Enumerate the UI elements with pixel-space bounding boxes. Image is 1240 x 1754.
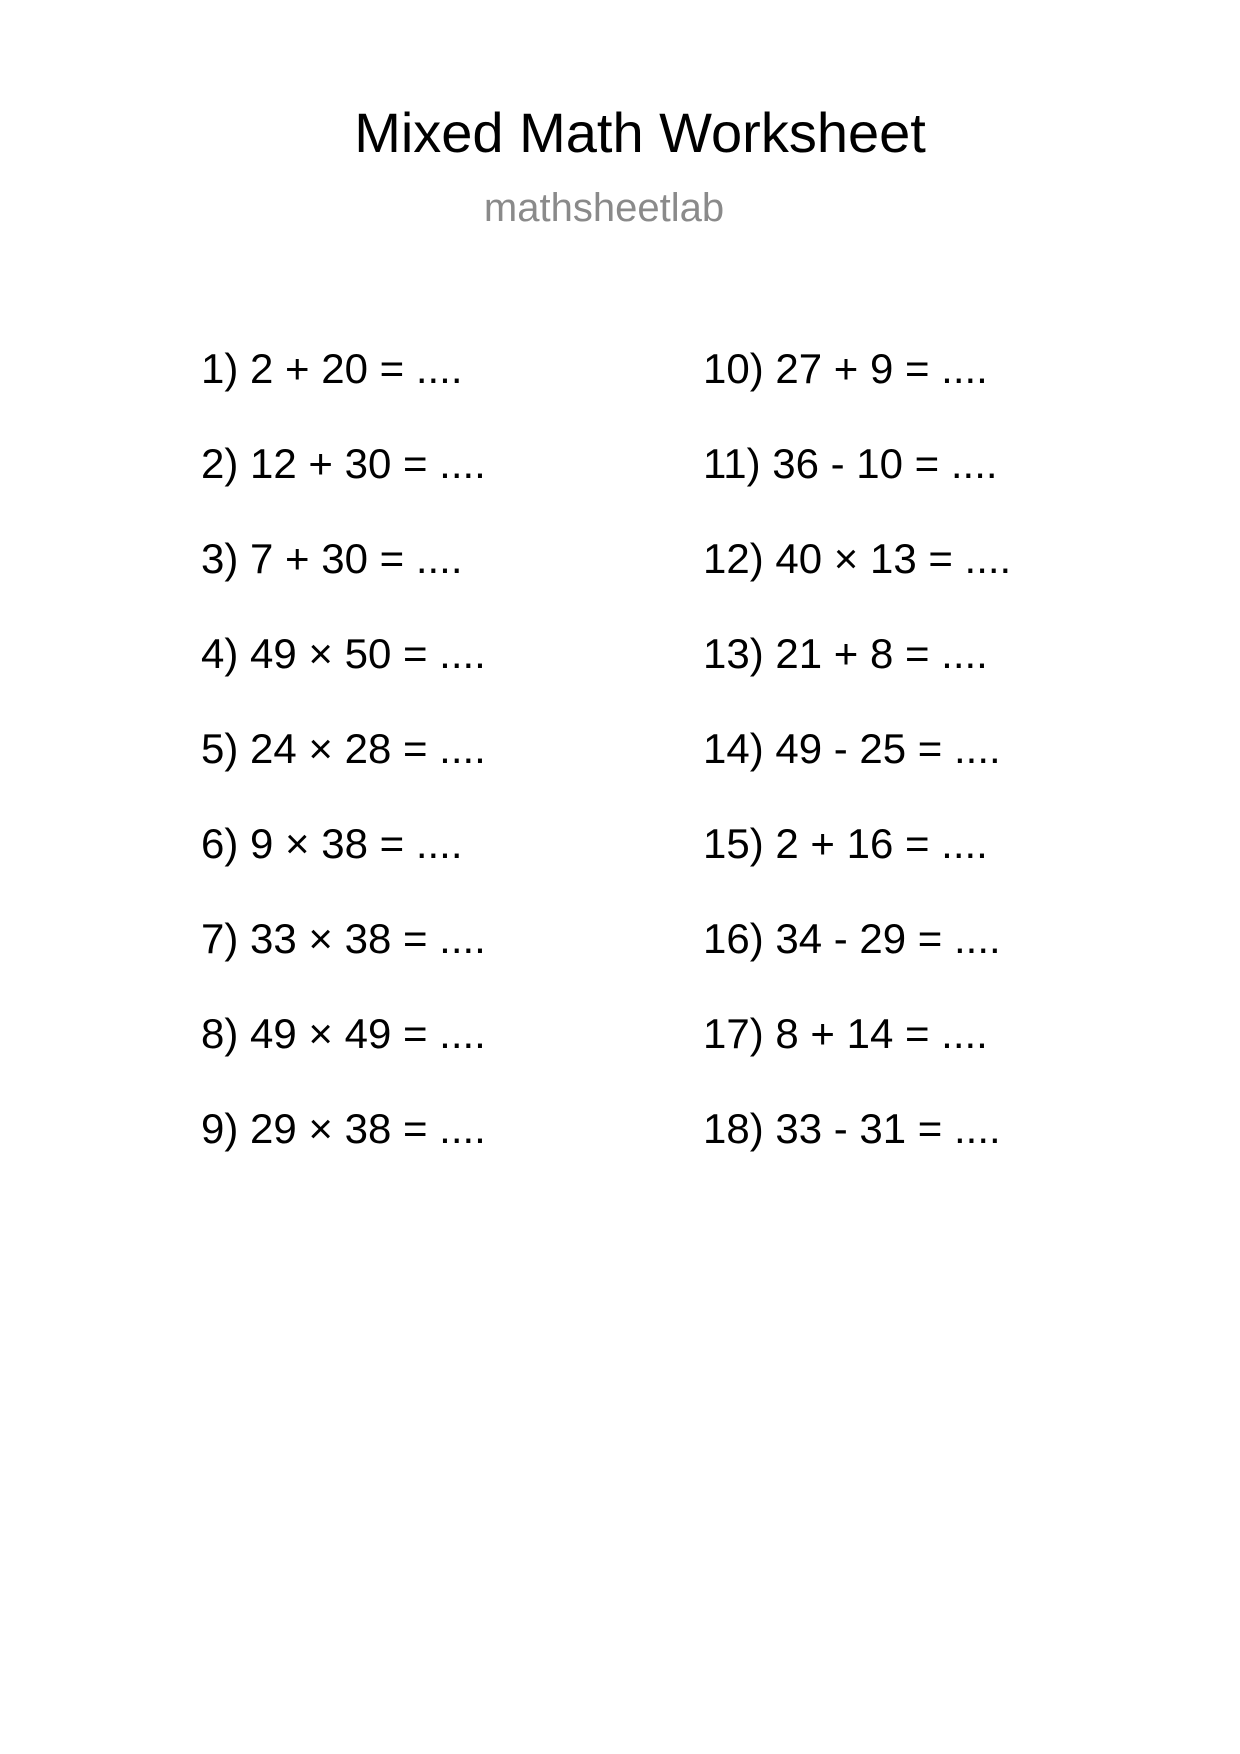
problem-item: 15) 2 + 16 = .... bbox=[703, 820, 988, 867]
problem-item: 13) 21 + 8 = .... bbox=[703, 630, 988, 677]
problem-item: 11) 36 - 10 = .... bbox=[703, 440, 998, 487]
problem-item: 4) 49 × 50 = .... bbox=[201, 630, 486, 677]
worksheet-subtitle: mathsheetlab bbox=[483, 186, 725, 230]
problem-item: 2) 12 + 30 = .... bbox=[201, 440, 486, 487]
problem-item: 12) 40 × 13 = .... bbox=[703, 535, 1012, 582]
problem-item: 6) 9 × 38 = .... bbox=[201, 820, 463, 867]
problem-item: 14) 49 - 25 = .... bbox=[703, 725, 1001, 772]
problem-item: 5) 24 × 28 = .... bbox=[201, 725, 486, 772]
problem-item: 10) 27 + 9 = .... bbox=[703, 345, 988, 392]
problem-grid bbox=[0, 345, 1240, 1245]
problem-item: 7) 33 × 38 = .... bbox=[201, 915, 486, 962]
problem-item: 8) 49 × 49 = .... bbox=[201, 1010, 486, 1057]
problem-item: 3) 7 + 30 = .... bbox=[201, 535, 463, 582]
problem-column-left bbox=[201, 345, 486, 1200]
problem-item: 16) 34 - 29 = .... bbox=[703, 915, 1001, 962]
problem-column-right bbox=[703, 345, 1011, 1200]
problem-item: 9) 29 × 38 = .... bbox=[201, 1105, 486, 1152]
problem-item: 18) 33 - 31 = .... bbox=[703, 1105, 1001, 1152]
problem-item: 1) 2 + 20 = .... bbox=[201, 345, 463, 392]
worksheet-title: Mixed Math Worksheet bbox=[354, 101, 926, 164]
problem-item: 17) 8 + 14 = .... bbox=[703, 1010, 988, 1057]
